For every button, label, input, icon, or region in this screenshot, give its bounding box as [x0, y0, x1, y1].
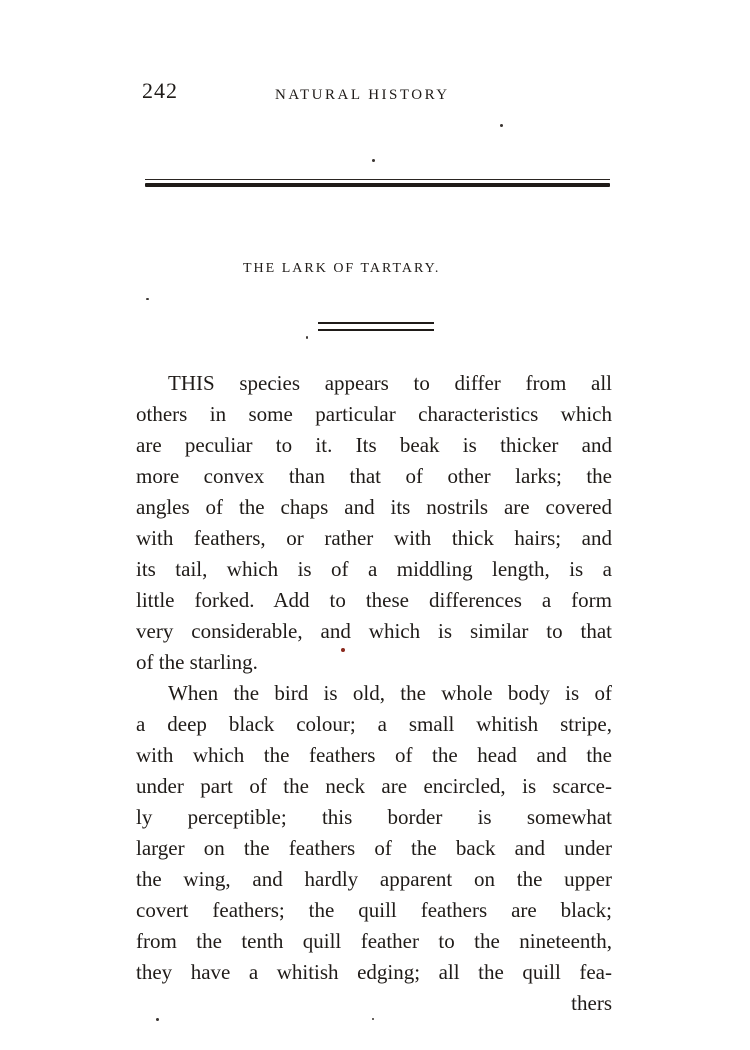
catchword: thers	[571, 991, 612, 1015]
body-line: with which the feathers of the head and the	[136, 743, 612, 767]
body-line: are peculiar to it. Its beak is thicker and	[136, 433, 612, 457]
running-head: NATURAL HISTORY	[275, 87, 450, 103]
title-double-rule	[318, 322, 434, 334]
body-line: with feathers, or rather with thick hairs; and	[136, 526, 612, 550]
body-line: more convex than that of other larks; the	[136, 464, 612, 488]
paper-speck	[372, 159, 375, 162]
body-line: others in some particular characteristics which	[136, 402, 612, 426]
body-line: the wing, and hardly apparent on the upper	[136, 867, 612, 891]
body-line: of the starling.	[136, 650, 258, 674]
body-line: from the tenth quill feather to the nineteenth,	[136, 929, 612, 953]
page-number: 242	[142, 78, 178, 103]
body-text	[136, 368, 612, 1019]
paper-speck	[306, 336, 308, 339]
header-rule	[145, 179, 610, 189]
body-line: THIS species appears to differ from all	[168, 371, 612, 395]
body-line: little forked. Add to these differences a form	[136, 588, 612, 612]
body-line: covert feathers; the quill feathers are black;	[136, 898, 612, 922]
title-rule-lower-line	[318, 329, 434, 331]
header-rule-thick-line	[145, 183, 610, 187]
body-line: larger on the feathers of the back and under	[136, 836, 612, 860]
header-rule-thin-line	[145, 179, 610, 180]
body-line: its tail, which is of a middling length, is a	[136, 557, 612, 581]
body-line: very considerable, and which is similar to that	[136, 619, 612, 643]
title-rule-upper-line	[318, 322, 434, 324]
body-line: a deep black colour; a small whitish stripe,	[136, 712, 612, 736]
body-line: angles of the chaps and its nostrils are covered	[136, 495, 612, 519]
paper-speck	[156, 1018, 159, 1021]
paper-speck	[146, 298, 149, 300]
paper-speck	[500, 124, 503, 127]
body-line: they have a whitish edging; all the quill fea-	[136, 960, 612, 984]
body-line: ly perceptible; this border is somewhat	[136, 805, 612, 829]
chapter-title: THE LARK OF TARTARY.	[243, 261, 441, 276]
paper-speck	[372, 1018, 374, 1020]
body-line: When the bird is old, the whole body is of	[168, 681, 612, 705]
body-line: under part of the neck are encircled, is scarce-	[136, 774, 612, 798]
paper-speck	[341, 648, 345, 652]
